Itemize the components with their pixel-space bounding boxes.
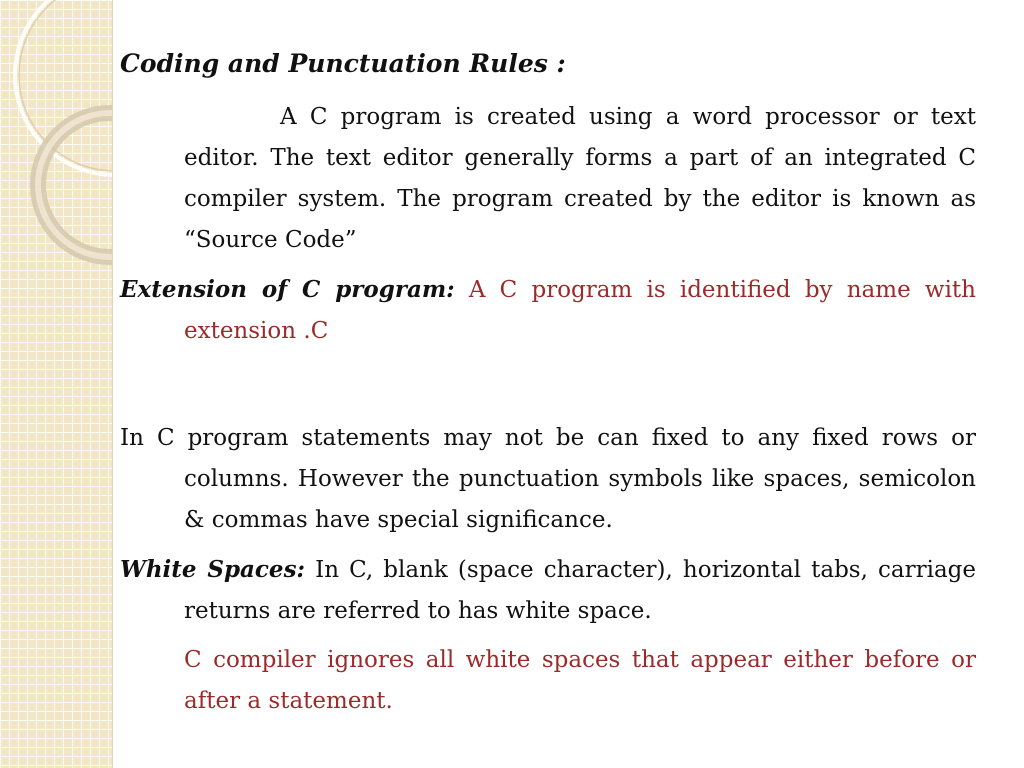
slide-content <box>120 40 976 730</box>
white-spaces-text: In C, blank (space character), horizontal tabs, carriage returns are referred to has white space. <box>184 557 976 624</box>
spacer <box>120 360 976 418</box>
slide-title: Coding and Punctuation Rules : <box>120 49 566 78</box>
extension-label: Extension of C program: <box>120 276 455 303</box>
extension-paragraph <box>120 269 976 352</box>
extension-text: A C program is identified by name with extension .C <box>184 277 976 344</box>
compiler-note: C compiler ignores all white spaces that appear either before or after a statement. <box>184 647 976 714</box>
white-spaces-label: White Spaces: <box>120 556 306 583</box>
statements-paragraph: In C program statements may not be can fixed to any fixed rows or columns. However the punctuation symbols like spaces, semicolon & commas have special significance. <box>120 425 976 533</box>
white-spaces-paragraph <box>120 549 976 632</box>
decorative-side-panel <box>0 0 113 768</box>
decorative-rings-icon <box>0 0 112 768</box>
source-code-paragraph: A C program is created using a word processor or text editor. The text editor generally forms a part of an integrated C compiler system. The program created by the editor is known as “Source Code” <box>184 104 976 253</box>
